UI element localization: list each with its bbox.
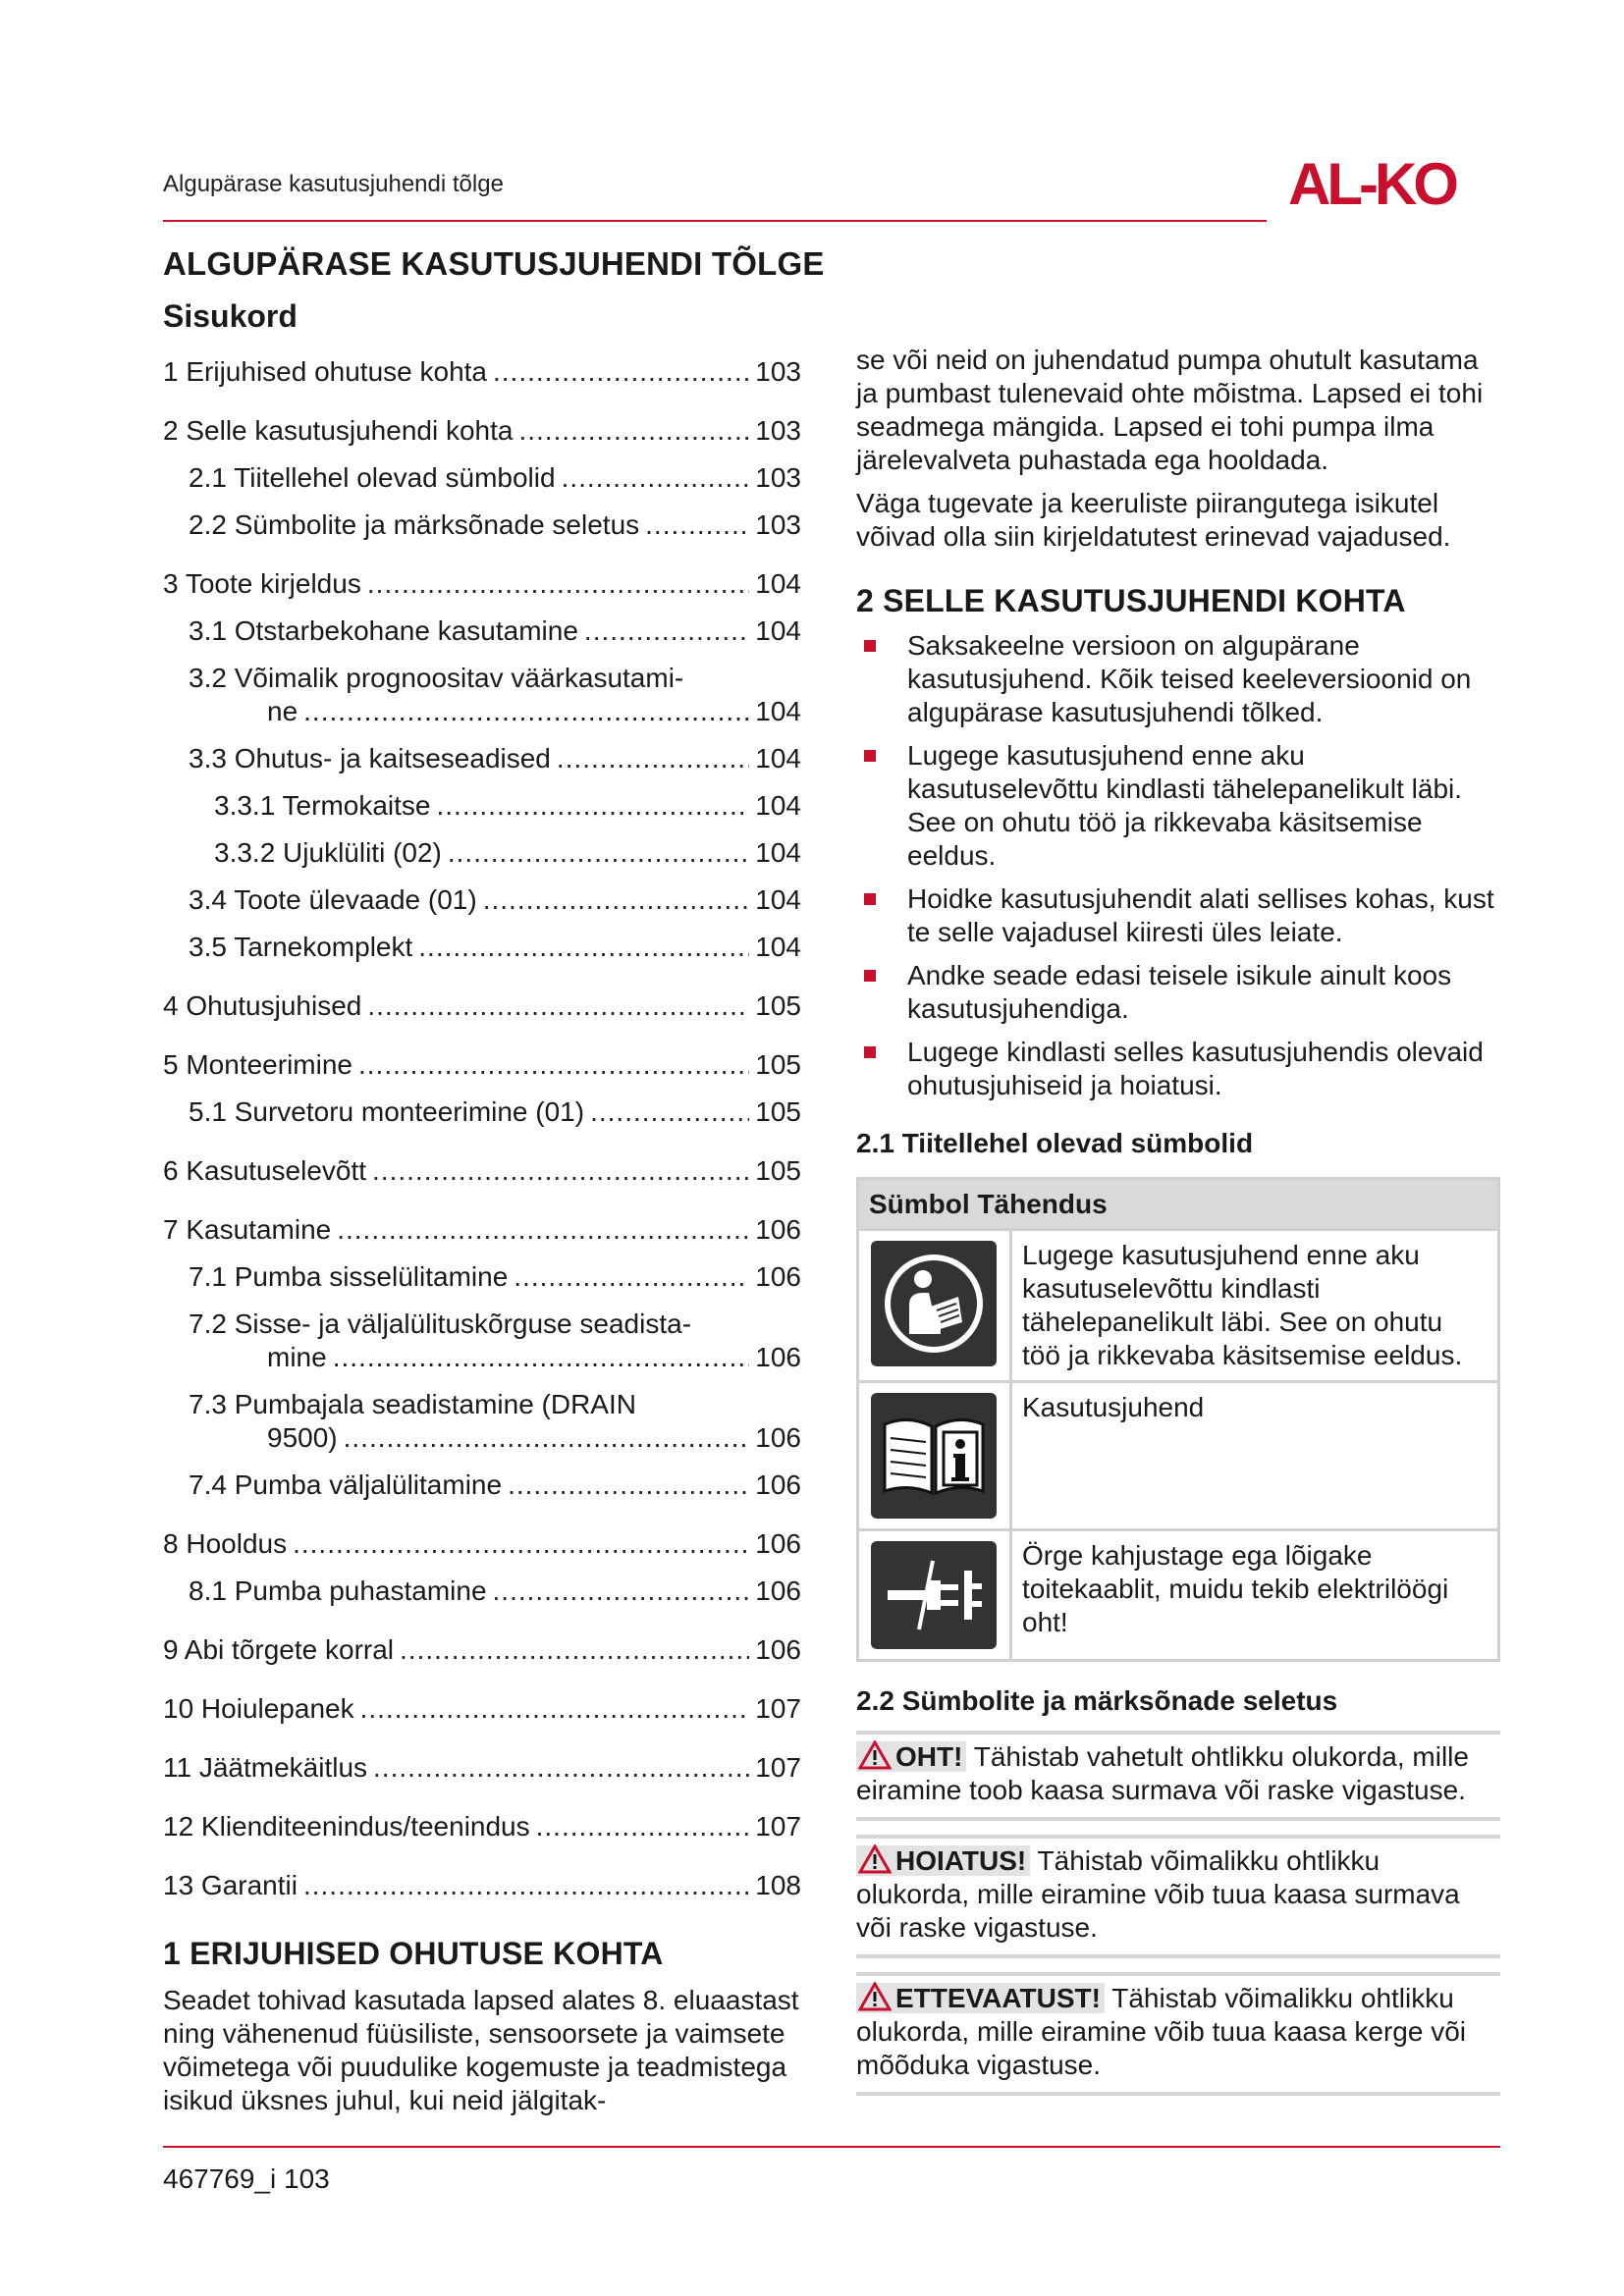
warning-warning: HOIATUS! Tähistab võimalikku ohtlikku olukorda, mille eiramine võib tuua kaasa surmava või raske vigastuse.: [856, 1835, 1500, 1958]
table-header: Sümbol Tähendus: [858, 1179, 1499, 1230]
toc-entry[interactable]: 3.3.2 Ujuklüliti (02) ..... 104: [163, 836, 801, 870]
toc-entry[interactable]: 10 Hoiulepanek ..... 107: [163, 1692, 801, 1726]
toc-entry[interactable]: 3.4 Toote ülevaade (01) ..... 104: [163, 883, 801, 917]
toc-entry[interactable]: 2.2 Sümbolite ja märksõnade seletus ..... 103: [163, 508, 801, 542]
warning-triangle-icon: [858, 1982, 892, 2011]
section-2-heading: 2 SELLE KASUTUSJUHENDI KOHTA: [856, 583, 1406, 618]
toc-entry[interactable]: 3.3.1 Termokaitse ..... 104: [163, 789, 801, 823]
toc-entry[interactable]: 7.3 Pumbajala seadistamine (DRAIN 9500) ..... 106: [163, 1388, 801, 1455]
running-header: Algupärase kasutusjuhendi tõlge: [163, 171, 504, 197]
manual-info-icon: [871, 1393, 997, 1519]
section-1-heading: 1 ERIJUHISED OHUTUSE KOHTA: [163, 1936, 664, 1971]
toc-entry[interactable]: 1 Erijuhised ohutuse kohta ..... 103: [163, 355, 801, 389]
table-row: [858, 1230, 1499, 1382]
toc-entry[interactable]: 3.3 Ohutus- ja kaitseseadised ..... 104: [163, 742, 801, 775]
table-row: [858, 1382, 1499, 1530]
cable-cut-icon: [871, 1541, 997, 1649]
toc-entry[interactable]: 7.4 Pumba väljalülitamine ..... 106: [163, 1468, 801, 1502]
toc-entry[interactable]: 12 Klienditeenindus/teenindus ..... 107: [163, 1810, 801, 1843]
toc-entry[interactable]: 2.1 Tiitellehel olevad sümbolid ..... 103: [163, 461, 801, 495]
toc-entry[interactable]: 8.1 Pumba puhastamine ..... 106: [163, 1575, 801, 1608]
toc-entry[interactable]: 8 Hooldus ..... 106: [163, 1527, 801, 1561]
table-row: [858, 1530, 1499, 1661]
section-2-1-heading: 2.1 Tiitellehel olevad sümbolid: [856, 1128, 1254, 1158]
page-number: 467769_i 103: [163, 2163, 330, 2194]
section-1-paragraph-2: Väga tugevate ja keeruliste piirangutega isikutel võivad olla siin kirjeldatutest erinevad vajadused.: [856, 488, 1451, 552]
warning-tag: OHT!: [856, 1741, 966, 1772]
symbol-table: [856, 1177, 1500, 1662]
left-column: [163, 355, 801, 2117]
warning-caution: ETTEVAATUST! Tähistab võimalikku ohtlikku olukorda, mille eiramine võib tuua kaasa kerge või mõõduka vigastuse.: [856, 1972, 1500, 2096]
alko-logo: [1288, 155, 1500, 212]
toc-heading: Sisukord: [163, 298, 298, 334]
warning-triangle-icon: [858, 1844, 892, 1874]
section-1-paragraph-cont: se või neid on juhendatud pumpa ohutult kasutama ja pumbast tulenevaid ohte mõistma. Lapsed ei tohi seadmega mängida. Lapsed ei tohi pumpa ilma järelevalveta puhastada ega hooldada.: [856, 345, 1484, 475]
read-manual-icon: [871, 1241, 997, 1366]
list-item: Lugege kasutusjuhend enne aku kasutuselevõttu kindlasti tähelepanelikult läbi. See on ohutu töö ja rikkevaba käsitsemise eeldus.: [856, 739, 1500, 873]
warning-tag: HOIATUS!: [856, 1845, 1030, 1876]
list-item: Saksakeelne versioon on algupärane kasutusjuhend. Kõik teised keeleversioonid on algupärase kasutusjuhendi tõlked.: [856, 629, 1500, 729]
toc-entry[interactable]: 11 Jäätmekäitlus ..... 107: [163, 1751, 801, 1785]
toc-entry[interactable]: 13 Garantii ..... 108: [163, 1869, 801, 1902]
toc-entry[interactable]: 7.2 Sisse- ja väljalülituskõrguse seadista- mine ..... 106: [163, 1308, 801, 1374]
toc-entry[interactable]: 3.2 Võimalik prognoositav väärkasutami- ne ..... 104: [163, 662, 801, 728]
toc-entry[interactable]: 5.1 Survetoru monteerimine (01) ..... 105: [163, 1095, 801, 1129]
document-title: ALGUPÄRASE KASUTUSJUHENDI TÕLGE: [163, 245, 825, 282]
table-cell: Kasutusjuhend: [1011, 1382, 1499, 1530]
toc-entry[interactable]: 6 Kasutuselevõtt ..... 105: [163, 1154, 801, 1188]
warning-triangle-icon: [858, 1740, 892, 1770]
section-1-paragraph: Seadet tohivad kasutada lapsed alates 8. eluaastast ning vähenenud füüsiliste, sensoorsete ja vaimsete võimetega või puudulike kogemuste ja teadmistega isikud üksnes juhul, kui neid jälgitak-: [163, 1985, 799, 2115]
toc-entry[interactable]: 3.5 Tarnekomplekt ..... 104: [163, 931, 801, 964]
toc-entry[interactable]: 7.1 Pumba sisselülitamine ..... 106: [163, 1260, 801, 1294]
header-rule: [163, 220, 1267, 222]
warning-danger: OHT! Tähistab vahetult ohtlikku olukorda, mille eiramine toob kaasa surmava või raske vigastuse.: [856, 1731, 1500, 1821]
toc-entry[interactable]: 2 Selle kasutusjuhendi kohta ..... 103: [163, 414, 801, 448]
section-2-2-heading: 2.2 Sümbolite ja märksõnade seletus: [856, 1685, 1338, 1716]
right-column: [856, 344, 1500, 2096]
section-2-bullets: [856, 629, 1500, 1102]
warning-tag: ETTEVAATUST!: [856, 1983, 1105, 2013]
svg-text:AL-KO: AL-KO: [1288, 155, 1455, 212]
table-cell: Lugege kasutusjuhend enne aku kasutuselevõttu kindlasti tähelepanelikult läbi. See on ohutu töö ja rikkevaba käsitsemise eeldus.: [1011, 1230, 1499, 1382]
toc-entry[interactable]: 5 Monteerimine ..... 105: [163, 1048, 801, 1082]
footer-rule: [163, 2146, 1500, 2148]
toc-entry[interactable]: 7 Kasutamine ..... 106: [163, 1213, 801, 1247]
toc-entry[interactable]: 3 Toote kirjeldus ..... 104: [163, 567, 801, 601]
list-item: Hoidke kasutusjuhendit alati sellises kohas, kust te selle vajadusel kiiresti üles leiate.: [856, 882, 1500, 949]
table-cell: Örge kahjustage ega lõigake toitekaablit, muidu tekib elektrilöögi oht!: [1011, 1530, 1499, 1661]
list-item: Lugege kindlasti selles kasutusjuhendis olevaid ohutusjuhiseid ja hoiatusi.: [856, 1036, 1500, 1102]
toc-entry[interactable]: 3.1 Otstarbekohane kasutamine ..... 104: [163, 614, 801, 648]
toc-entry[interactable]: 9 Abi tõrgete korral ..... 106: [163, 1633, 801, 1667]
list-item: Andke seade edasi teisele isikule ainult koos kasutusjuhendiga.: [856, 959, 1500, 1026]
toc-entry[interactable]: 4 Ohutusjuhised ..... 105: [163, 989, 801, 1023]
